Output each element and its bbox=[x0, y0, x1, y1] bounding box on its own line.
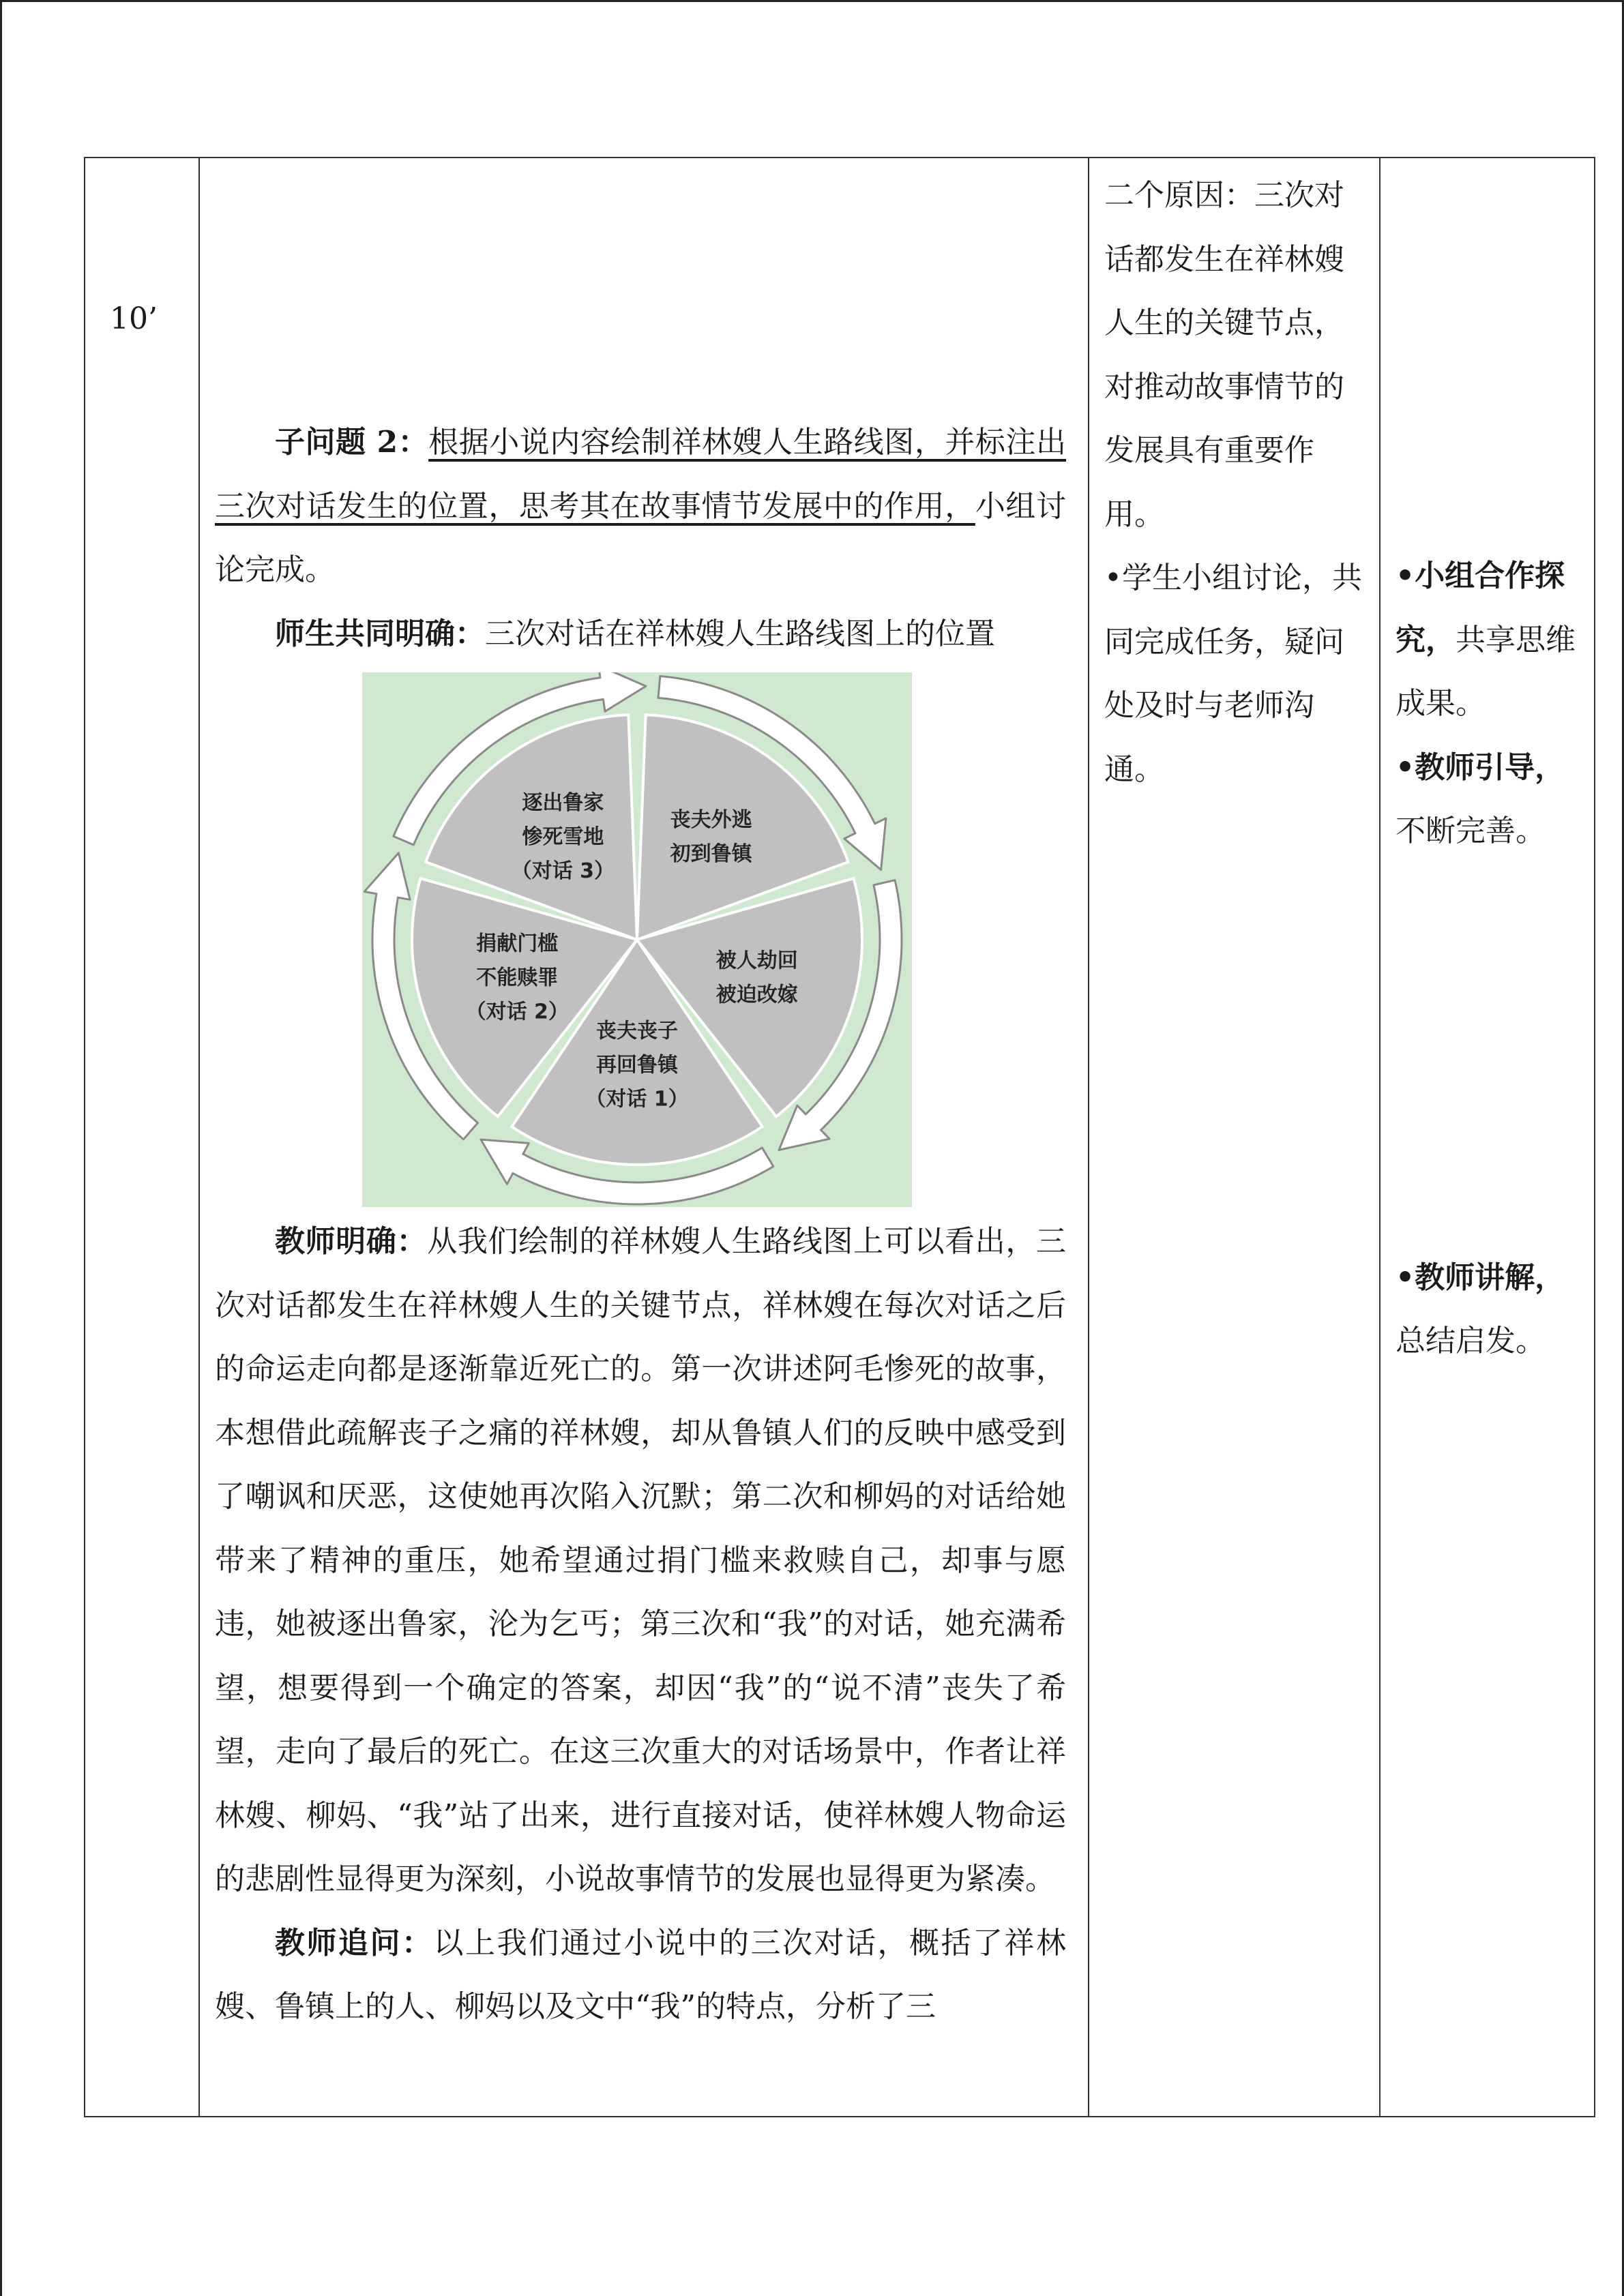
student-activity-cell bbox=[1089, 158, 1380, 2117]
segment-label: 丧夫丧子 bbox=[596, 1019, 678, 1043]
time-label: 10’ bbox=[110, 301, 158, 336]
method-group-work-text: 共享思维成果。 bbox=[1396, 622, 1576, 721]
segment-label: （对话 1） bbox=[585, 1087, 689, 1112]
page-border-top bbox=[0, 0, 1624, 2]
sub-question-rest: 小组讨论完成。 bbox=[215, 488, 1066, 587]
segment-label: 逐出鲁家 bbox=[522, 790, 604, 815]
method-cell bbox=[1380, 158, 1595, 2117]
method-group-work-label: •小组合作探究， bbox=[1396, 558, 1565, 657]
page-border-left bbox=[0, 0, 2, 2296]
segment-label: 丧夫外逃 bbox=[670, 807, 752, 832]
segment-label: 初到鲁镇 bbox=[670, 841, 752, 866]
time-cell bbox=[85, 158, 199, 2117]
sub-question-2 bbox=[215, 411, 1066, 602]
sub-question-label: 子问题 2： bbox=[275, 425, 429, 460]
method-teacher-guide bbox=[1396, 736, 1579, 863]
life-route-cycle bbox=[362, 672, 912, 1207]
teacher-clarification-text: 从我们绘制的祥林嫂人生路线图上可以看出，三次对话都发生在祥林嫂人生的关键节点，祥林嫂在每次对话之后的命运走向都是逐渐靠近死亡的。第一次讲述阿毛惨死的故事，本想借此疏解丧子之痛的祥林嫂，却从鲁镇人们的反映中感受到了嘲讽和厌恶，这使她再次陷入沉默；第二次和柳妈的对话给她带来了精神的重压，她希望通过捐门槛来救赎自己，却事与愿违，她被逐出鲁家，沦为乞丐；第三次和“我”的对话，她充满希望，想要得到一个确定的答案，却因“我”的“说不清”丧失了希望，走向了最后的死亡。在这三次重大的对话场景中，作者让祥林嫂、柳妈、“我”站了出来，进行直接对话，使祥林嫂人物命运的悲剧性显得更为深刻，小说故事情节的发展也显得更为紧凑。 bbox=[215, 1224, 1067, 1896]
sub-question-text: 根据小说内容绘制祥林嫂人生路线图，并标注出三次对话发生的位置，思考其在故事情节发展中的作用， bbox=[215, 425, 1067, 524]
segment-label: 再回鲁镇 bbox=[596, 1053, 678, 1077]
life-route-diagram bbox=[362, 672, 912, 1207]
method-teacher-explain-text: 总结启发。 bbox=[1396, 1324, 1546, 1358]
method-teacher-guide-text: 不断完善。 bbox=[1396, 814, 1546, 848]
method-teacher-guide-label: •教师引导， bbox=[1396, 749, 1565, 785]
teacher-clarification bbox=[215, 1210, 1066, 1911]
segment-label: 被人劫回 bbox=[715, 949, 798, 973]
method-group-work bbox=[1396, 544, 1579, 736]
teacher-followup-label: 教师追问： bbox=[275, 1925, 434, 1960]
segment-label: （对话 3） bbox=[511, 859, 615, 883]
segment-label: 不能赎罪 bbox=[476, 966, 559, 990]
student-activity-text: •学生小组讨论，共同完成任务，疑问处及时与老师沟通。 bbox=[1104, 561, 1362, 787]
segment-label: 捐献门槛 bbox=[476, 931, 559, 956]
joint-clarification-label: 师生共同明确： bbox=[275, 616, 485, 651]
teacher-followup bbox=[215, 1911, 1066, 2039]
segment-label: 惨死雪地 bbox=[522, 824, 604, 849]
teacher-followup-text: 以上我们通过小说中的三次对话，概括了祥林嫂、鲁镇上的人、柳妈以及文中“我”的特点，分析了三 bbox=[215, 1925, 1066, 2024]
lesson-plan-table bbox=[84, 157, 1595, 2117]
joint-clarification-text: 三次对话在祥林嫂人生路线图上的位置 bbox=[485, 616, 995, 651]
method-teacher-explain bbox=[1396, 1246, 1579, 1373]
segment-label: 被迫改嫁 bbox=[715, 983, 798, 1007]
segment-label: （对话 2） bbox=[465, 1000, 569, 1024]
student-reason-text: 二个原因：三次对话都发生在祥林嫂人生的关键节点，对推动故事情节的发展具有重要作用。 bbox=[1104, 178, 1344, 532]
method-teacher-explain-label: •教师讲解， bbox=[1396, 1259, 1565, 1295]
joint-clarification bbox=[215, 602, 1066, 666]
teacher-clarification-label: 教师明确： bbox=[275, 1224, 428, 1259]
content-cell bbox=[199, 158, 1089, 2117]
